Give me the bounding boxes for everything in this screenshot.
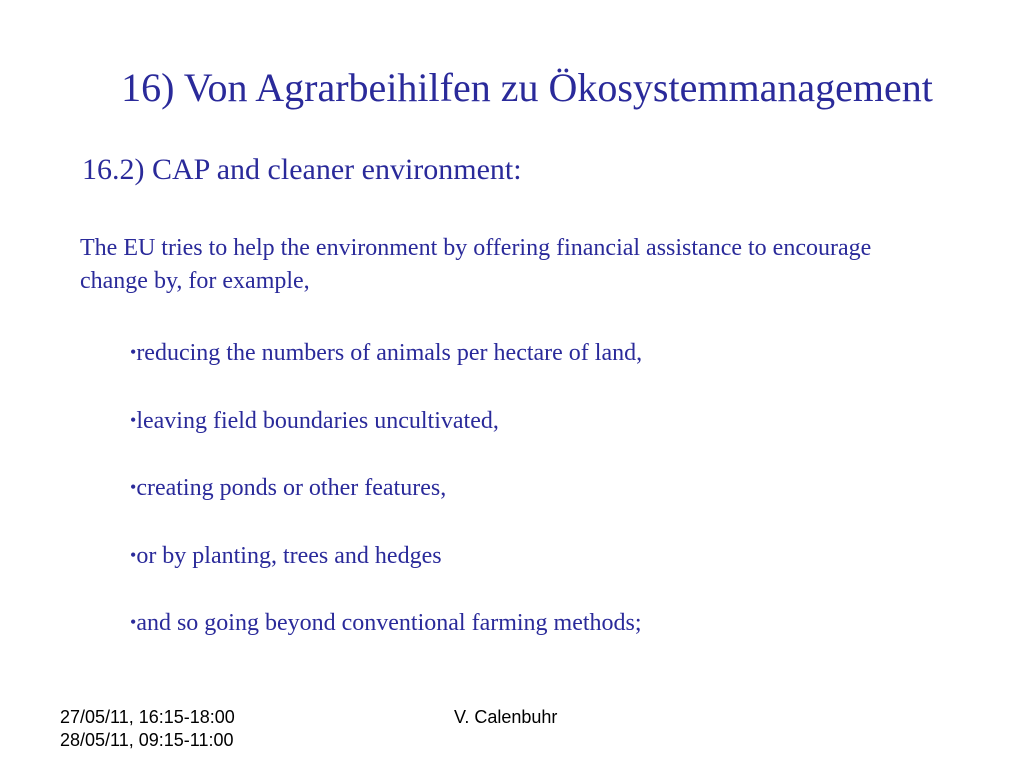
bullet-text: or by planting, trees and hedges xyxy=(136,542,442,569)
bullet-text: reducing the numbers of animals per hectare of land, xyxy=(136,340,643,366)
bullet-icon: • xyxy=(130,544,137,565)
footer-date xyxy=(60,706,235,752)
intro-paragraph: The EU tries to help the environment by offering financial assistance to encourage change by, for example, xyxy=(80,235,872,294)
bullet-text: leaving field boundaries uncultivated, xyxy=(136,407,499,434)
bullet-item xyxy=(130,471,642,539)
footer-author: V. Calenbuhr xyxy=(454,707,558,727)
bullet-item xyxy=(130,404,642,472)
slide-title: 16) Von Agrarbeihilfen zu Ökosystemmanagement xyxy=(121,65,933,110)
bullet-list xyxy=(130,336,642,674)
bullet-text: creating ponds or other features, xyxy=(136,475,447,501)
bullet-icon: • xyxy=(130,477,137,497)
slide-subtitle: 16.2) CAP and cleaner environment: xyxy=(82,153,522,186)
bullet-icon: • xyxy=(130,612,137,632)
bullet-text: and so going beyond conventional farming methods; xyxy=(136,610,642,636)
bullet-icon: • xyxy=(130,409,137,430)
footer-date-line-1: 27/05/11, 16:15-18:00 xyxy=(60,707,235,727)
footer-date-line-2: 28/05/11, 09:15-11:00 xyxy=(60,730,234,750)
bullet-icon: • xyxy=(130,342,137,362)
bullet-item xyxy=(130,539,642,607)
bullet-item xyxy=(130,336,642,404)
bullet-item xyxy=(130,606,642,674)
